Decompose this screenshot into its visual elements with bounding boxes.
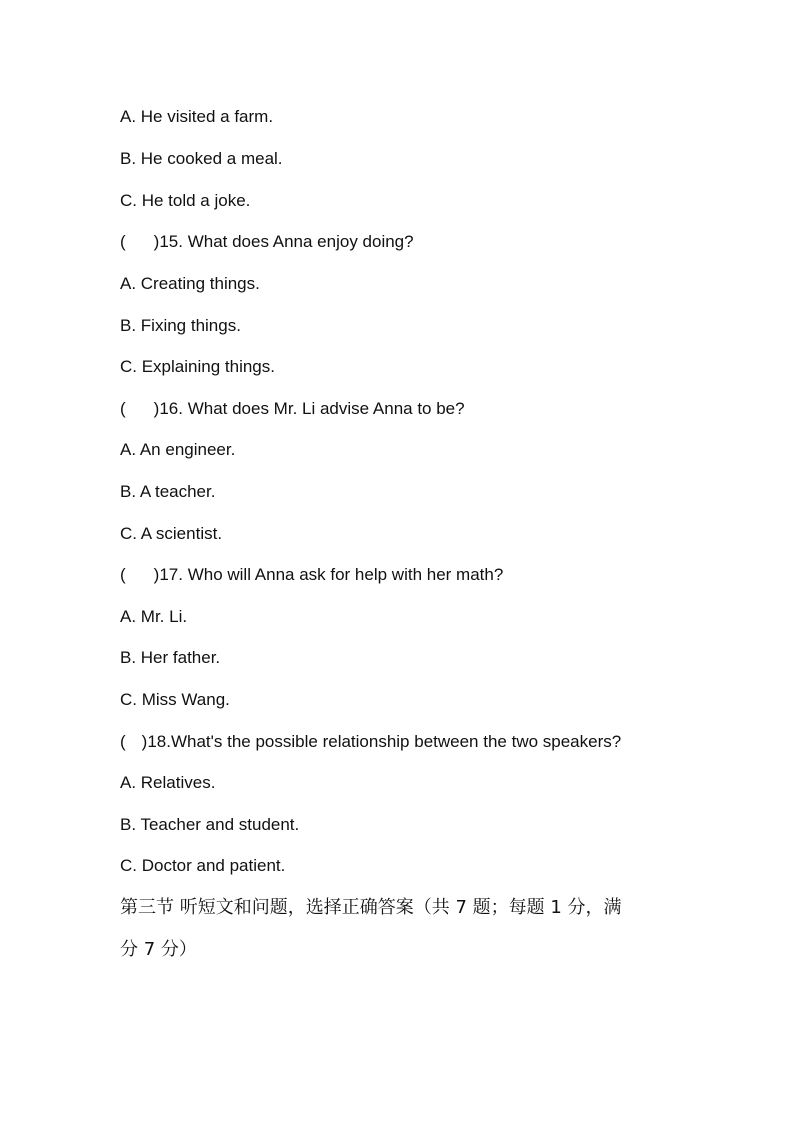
option-text: C. He told a joke. bbox=[120, 191, 251, 210]
question-18 bbox=[120, 731, 621, 753]
answer-paren-close: ) bbox=[153, 232, 160, 251]
question-16 bbox=[120, 398, 465, 420]
section-heading: 第三节 听短文和问题，选择正确答案（共 7 题；每题 1 分，满 bbox=[120, 897, 622, 918]
question-text: 17. Who will Anna ask for help with her math? bbox=[159, 565, 504, 584]
answer-paren-close: ) bbox=[141, 732, 148, 751]
option-text: B. He cooked a meal. bbox=[120, 149, 283, 168]
option-text: B. Fixing things. bbox=[120, 316, 241, 335]
option-text: B. Her father. bbox=[120, 648, 221, 667]
question-text: 18.What's the possible relationship between the two speakers? bbox=[147, 732, 622, 751]
question-17 bbox=[120, 564, 503, 586]
option-text: A. An engineer. bbox=[120, 440, 236, 459]
answer-paren-close: ) bbox=[153, 565, 160, 584]
question-text: 15. What does Anna enjoy doing? bbox=[159, 232, 414, 251]
answer-paren-open: ( bbox=[120, 732, 126, 751]
option-text: C. Miss Wang. bbox=[120, 690, 230, 709]
answer-paren-close: ) bbox=[153, 399, 160, 418]
option-text: C. A scientist. bbox=[120, 524, 223, 543]
answer-paren-open: ( bbox=[120, 399, 126, 418]
section-heading-continued: 分 7 分） bbox=[120, 939, 197, 960]
option-text: A. Creating things. bbox=[120, 274, 260, 293]
question-15 bbox=[120, 231, 414, 253]
answer-paren-open: ( bbox=[120, 232, 126, 251]
option-text: C. Explaining things. bbox=[120, 357, 275, 376]
option-text: A. Relatives. bbox=[120, 773, 216, 792]
question-text: 16. What does Mr. Li advise Anna to be? bbox=[159, 399, 465, 418]
option-text: C. Doctor and patient. bbox=[120, 856, 286, 875]
option-text: A. He visited a farm. bbox=[120, 107, 274, 126]
option-text: A. Mr. Li. bbox=[120, 607, 188, 626]
answer-paren-open: ( bbox=[120, 565, 126, 584]
option-text: B. Teacher and student. bbox=[120, 815, 300, 834]
option-text: B. A teacher. bbox=[120, 482, 216, 501]
